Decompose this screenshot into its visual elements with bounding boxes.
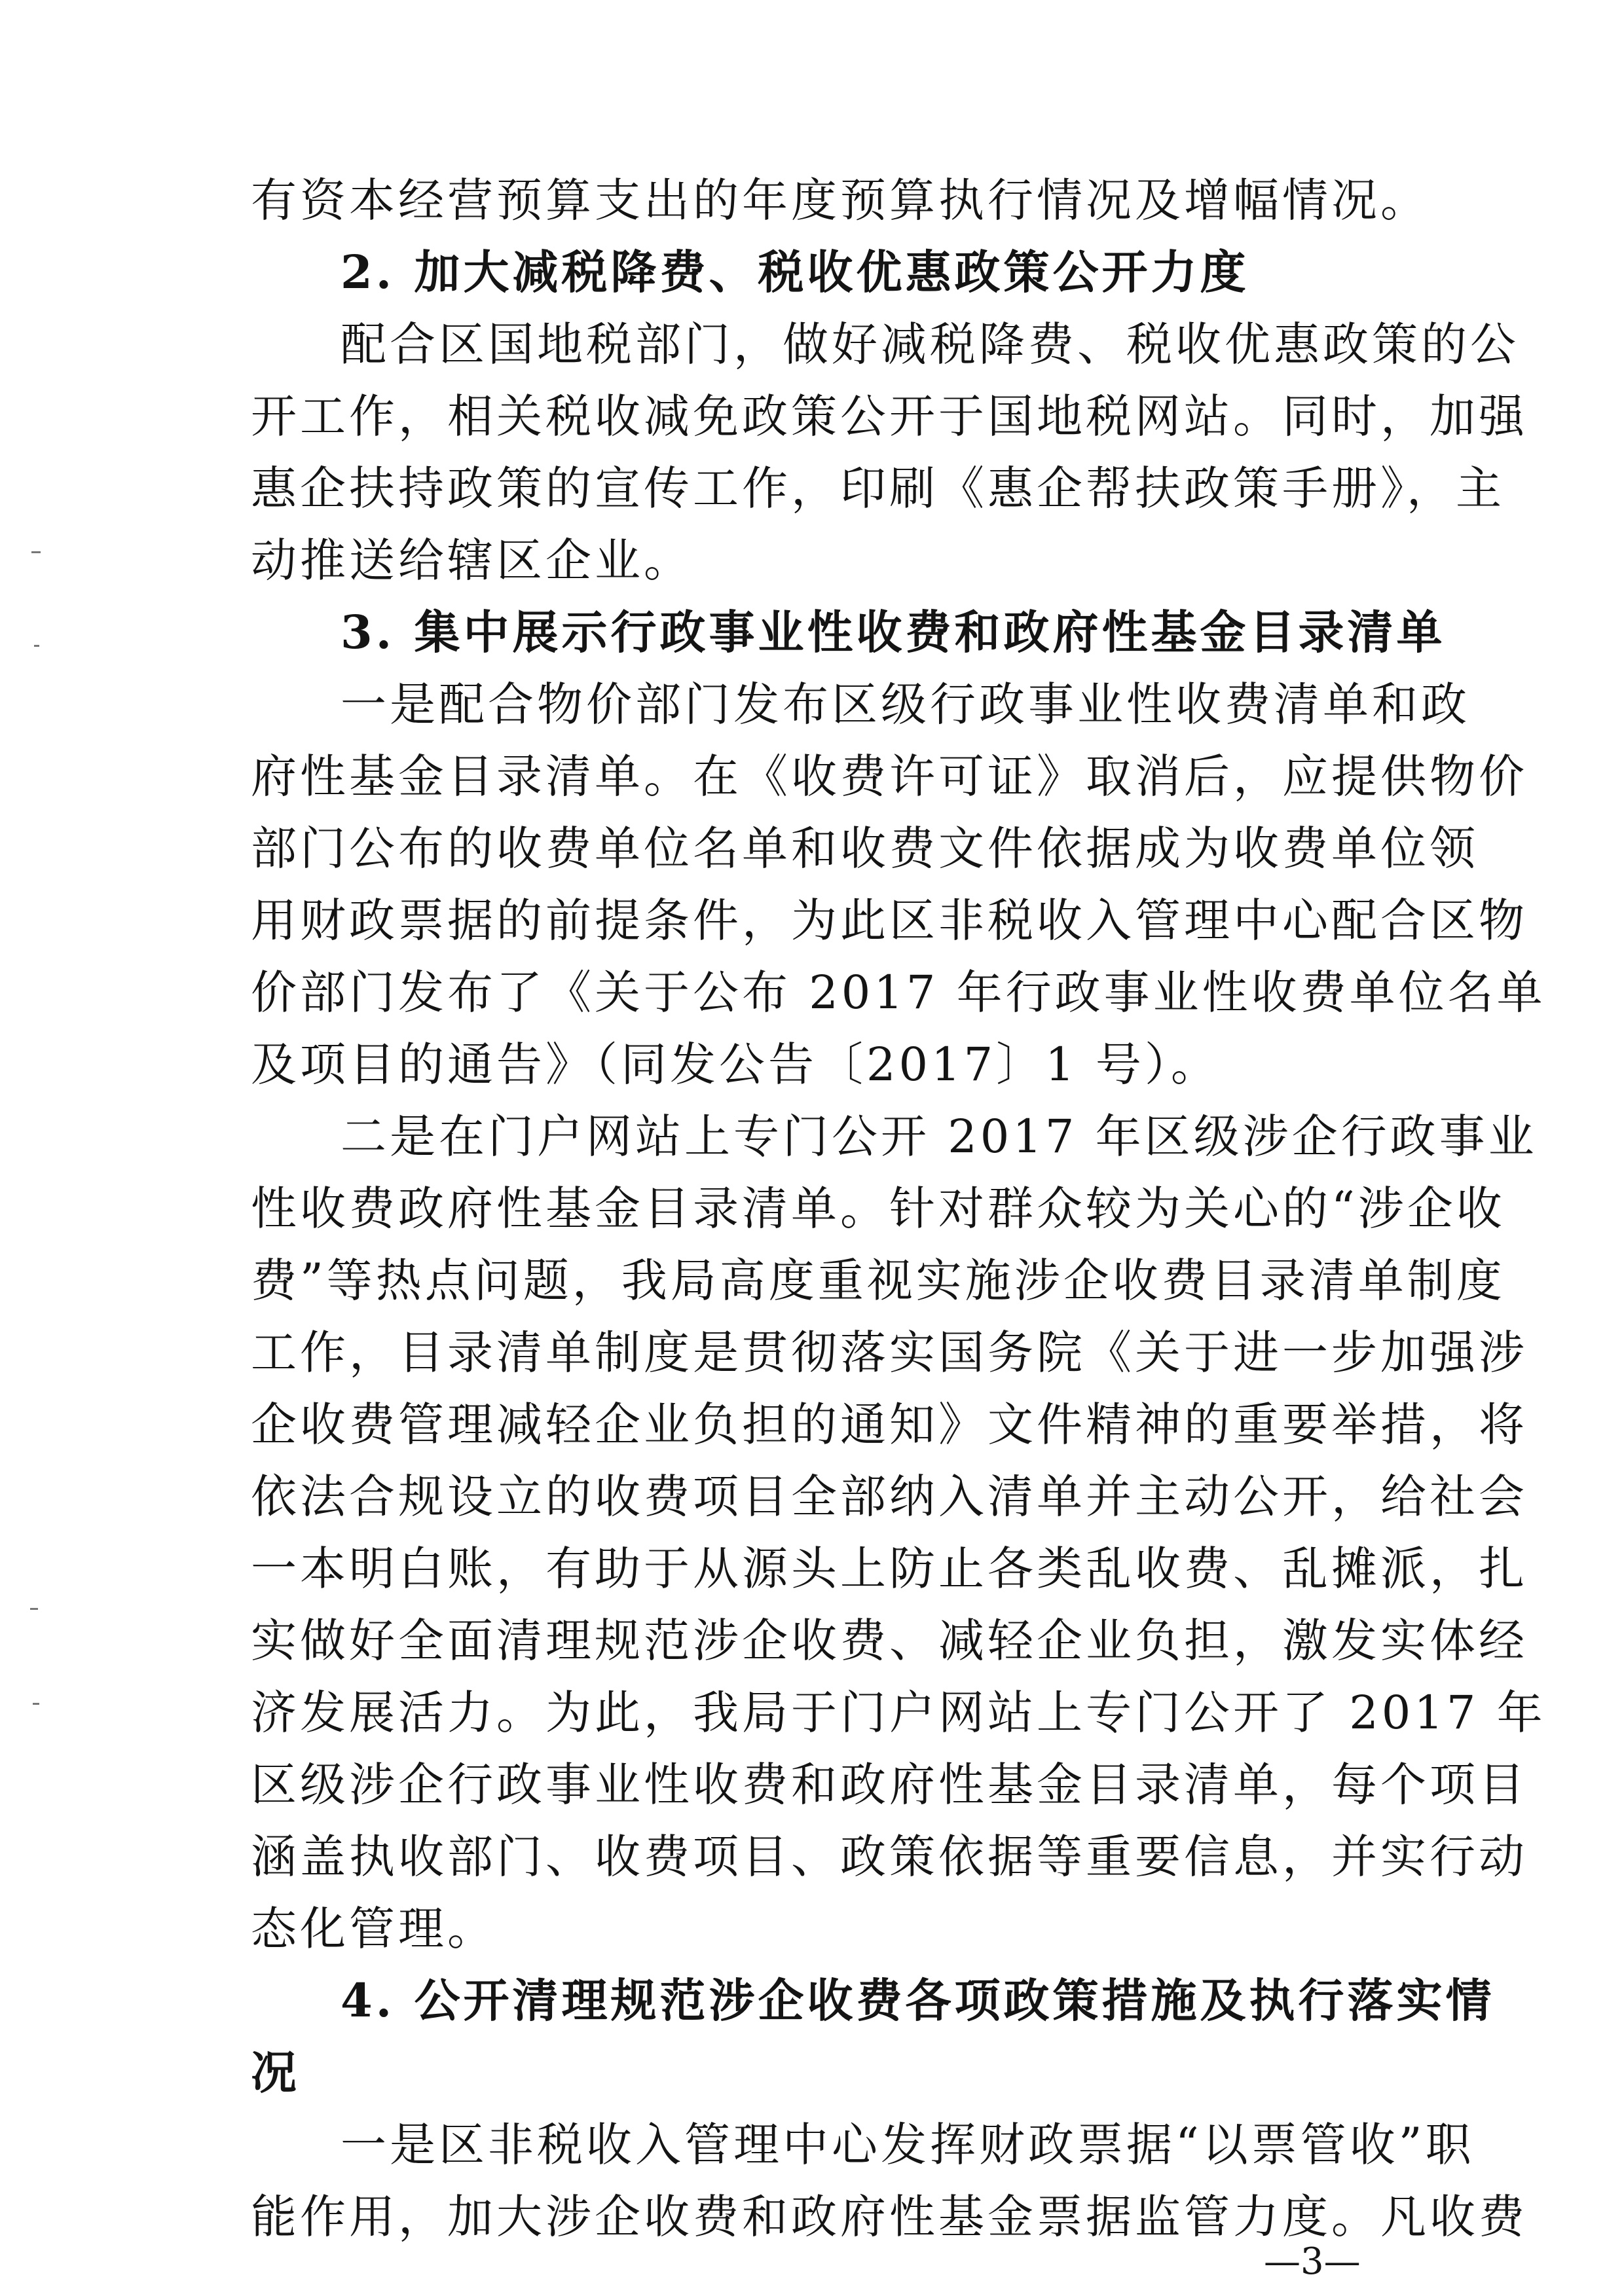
body-line: 能作用，加大涉企收费和政府性基金票据监管力度。凡收费 <box>251 2190 1528 2244</box>
paragraph-first-line: 一是区非税收入管理中心发挥财政票据“以票管收”职 <box>341 2118 1475 2172</box>
scan-speck <box>31 551 41 553</box>
body-line: 区级涉企行政事业性收费和政府性基金目录清单，每个项目 <box>251 1758 1528 1812</box>
body-line: 依法合规设立的收费项目全部纳入清单并主动公开，给社会 <box>251 1470 1528 1523</box>
body-line: 开工作，相关税收减免政策公开于国地税网站。同时，加强 <box>251 390 1528 443</box>
body-line: 济发展活力。为此，我局于门户网站上专门公开了 2017 年 <box>251 1686 1546 1740</box>
body-line: 用财政票据的前提条件，为此区非税收入管理中心配合区物 <box>251 894 1528 947</box>
page-number: —3— <box>1264 2240 1361 2283</box>
paragraph-first-line: 二是在门户网站上专门公开 2017 年区级涉企行政事业 <box>341 1110 1538 1163</box>
body-line: 惠企扶持政策的宣传工作，印刷《惠企帮扶政策手册》，主 <box>251 462 1505 515</box>
body-line: 价部门发布了《关于公布 2017 年行政事业性收费单位名单 <box>251 966 1546 1019</box>
body-line: 费”等热点问题，我局高度重视实施涉企收费目录清单制度 <box>251 1254 1505 1307</box>
paragraph-first-line: 一是配合物价部门发布区级行政事业性收费清单和政 <box>341 678 1470 731</box>
body-line: 动推送给辖区企业。 <box>251 534 693 587</box>
body-line: 性收费政府性基金目录清单。针对群众较为关心的“涉企收 <box>251 1182 1505 1235</box>
section-heading-4: 4. 公开清理规范涉企收费各项政策措施及执行落实情 <box>341 1973 1495 2028</box>
body-line: 有资本经营预算支出的年度预算执行情况及增幅情况。 <box>251 173 1430 227</box>
scan-speck <box>34 645 39 647</box>
body-line: 涵盖执收部门、收费项目、政策依据等重要信息，并实行动 <box>251 1830 1528 1884</box>
section-heading-2: 2. 加大减税降费、税收优惠政策公开力度 <box>341 245 1249 299</box>
body-line: 府性基金目录清单。在《收费许可证》取消后，应提供物价 <box>251 750 1528 803</box>
body-line: 企收费管理减轻企业负担的通知》文件精神的重要举措，将 <box>251 1398 1528 1451</box>
body-line: 态化管理。 <box>251 1902 496 1956</box>
body-line: 及项目的通告》（同发公告〔2017〕1 号）。 <box>251 1038 1220 1091</box>
body-line: 工作，目录清单制度是贯彻落实国务院《关于进一步加强涉 <box>251 1326 1528 1379</box>
paragraph-first-line: 配合区国地税部门，做好减税降费、税收优惠政策的公 <box>341 318 1519 371</box>
scan-speck <box>33 1703 39 1705</box>
section-heading-3: 3. 集中展示行政事业性收费和政府性基金目录清单 <box>341 605 1446 659</box>
section-heading-4-continued: 况 <box>251 2045 300 2100</box>
body-line: 实做好全面清理规范涉企收费、减轻企业负担，激发实体经 <box>251 1614 1528 1667</box>
scan-speck <box>30 1608 38 1610</box>
body-line: 一本明白账，有助于从源头上防止各类乱收费、乱摊派，扎 <box>251 1542 1528 1595</box>
body-line: 部门公布的收费单位名单和收费文件依据成为收费单位领 <box>251 822 1479 875</box>
